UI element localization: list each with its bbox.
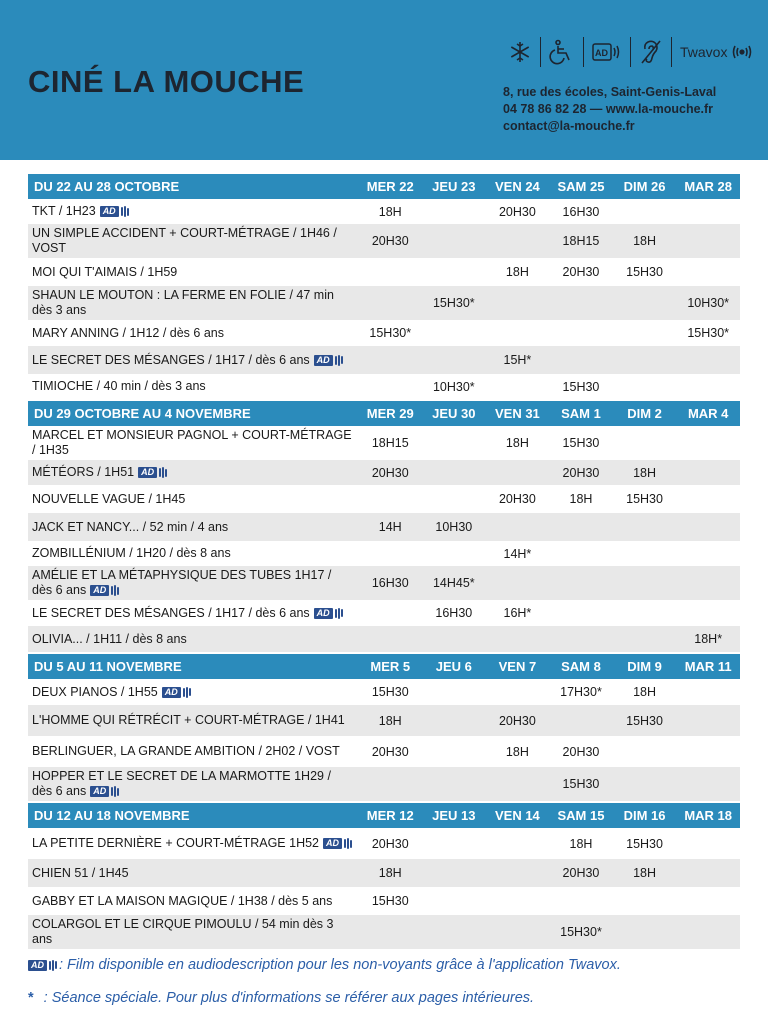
showtime-cell: 18H* — [676, 626, 740, 652]
audio-description-icon: AD — [100, 206, 129, 217]
showtime-cell: 20H30 — [549, 460, 613, 485]
showtime-cell: 18H15 — [371, 436, 409, 450]
film-title-cell — [28, 828, 358, 859]
film-title: BERLINGUER, LA GRANDE AMBITION / 2H02 / VOST — [32, 744, 340, 758]
day-header: DIM 16 — [613, 803, 677, 828]
showtime-cell — [676, 767, 740, 801]
header-banner — [0, 0, 768, 160]
film-row — [28, 626, 740, 652]
film-title-cell — [28, 736, 358, 767]
audio-description-icon: AD — [90, 786, 119, 797]
film-title: MARY ANNING / 1H12 / dès 6 ans — [32, 325, 224, 340]
cinema-address — [503, 84, 716, 135]
showtime-cell — [422, 426, 486, 460]
film-title-cell — [28, 679, 358, 705]
showtime-cell — [422, 887, 486, 915]
film-title: L'HOMME QUI RÉTRÉCIT + COURT-MÉTRAGE / 1H41 — [32, 713, 345, 727]
showtime-cell — [613, 600, 677, 626]
showtime-cell — [613, 566, 677, 600]
film-title: MARCEL ET MONSIEUR PAGNOL + COURT-MÉTRAGE / 1H35 — [32, 428, 352, 457]
week-title: DU 29 OCTOBRE AU 4 NOVEMBRE — [28, 401, 358, 426]
audio-description-icon — [584, 37, 631, 67]
day-header: JEU 6 — [422, 654, 486, 679]
showtime-cell — [613, 513, 677, 541]
legend-star-text: : Séance spéciale. Pour plus d'informations se référer aux pages intérieures. — [43, 990, 535, 1006]
day-header: JEU 13 — [422, 803, 486, 828]
showtime-cell: 16H30 — [435, 606, 473, 620]
day-header: MER 22 — [358, 174, 422, 199]
phone-website-line: 04 78 86 82 28 — www.la-mouche.fr — [503, 102, 714, 116]
showtime-cell — [358, 915, 422, 949]
showtime-cell: 14H — [358, 513, 422, 541]
showtime-cell: 15H30 — [562, 436, 600, 450]
showtime-cell: 20H30 — [486, 705, 550, 736]
svg-text:AD: AD — [595, 48, 608, 58]
showtime-cell: 20H30 — [562, 265, 600, 279]
showtime-cell — [486, 859, 550, 887]
day-header: MAR 28 — [676, 174, 740, 199]
film-row — [28, 705, 740, 736]
showtime-cell — [676, 566, 740, 600]
film-row — [28, 199, 740, 224]
showtime-cell: 20H30 — [358, 224, 422, 258]
showtime-cell: 10H30 — [422, 513, 486, 541]
showtime-cell — [676, 513, 740, 541]
film-row — [28, 887, 740, 915]
showtime-cell — [676, 887, 740, 915]
showtime-cell — [549, 346, 613, 374]
showtime-cell: 18H — [633, 685, 657, 699]
day-header: SAM 25 — [549, 174, 613, 199]
schedule-table — [28, 174, 740, 949]
day-header: MAR 18 — [676, 803, 740, 828]
film-row — [28, 541, 740, 566]
day-header: JEU 23 — [422, 174, 486, 199]
film-row — [28, 426, 740, 460]
film-row — [28, 374, 740, 399]
showtime-cell — [422, 346, 486, 374]
address-line: 8, rue des écoles, Saint-Genis-Laval — [503, 85, 717, 99]
showtime-cell — [549, 566, 613, 600]
showtime-cell — [486, 915, 550, 949]
showtime-cell — [676, 258, 740, 286]
showtime-cell: 14H45* — [422, 566, 486, 600]
showtime-cell — [613, 346, 677, 374]
showtime-cell: 18H — [358, 859, 422, 887]
week-title: DU 22 AU 28 OCTOBRE — [28, 174, 358, 199]
audio-description-icon: AD — [138, 467, 167, 478]
showtime-cell — [613, 626, 677, 652]
day-header: JEU 30 — [422, 401, 486, 426]
legend-ad-text: : Film disponible en audiodescription pour les non-voyants grâce à l'application Twavox. — [59, 957, 621, 973]
showtime-cell: 10H30* — [676, 286, 740, 320]
film-title: JACK ET NANCY... / 52 min / 4 ans — [32, 519, 229, 534]
day-header: MER 29 — [358, 401, 422, 426]
film-title-cell — [28, 320, 358, 346]
day-header: VEN 31 — [486, 401, 550, 426]
showtime-cell — [358, 541, 422, 566]
audio-description-icon: AD — [90, 585, 119, 596]
film-row — [28, 915, 740, 949]
day-header: DIM 2 — [613, 401, 677, 426]
showtime-cell — [486, 566, 550, 600]
showtime-cell — [358, 626, 422, 652]
film-title-cell — [28, 541, 358, 566]
day-header: MAR 11 — [676, 654, 740, 679]
showtime-cell: 18H — [613, 859, 677, 887]
snowflake-icon — [500, 37, 541, 67]
day-header: MER 12 — [358, 803, 422, 828]
day-header: DIM 9 — [613, 654, 677, 679]
film-title-cell — [28, 566, 358, 600]
showtime-cell — [358, 767, 422, 801]
film-title: TIMIOCHE / 40 min / dès 3 ans — [32, 379, 206, 393]
showtime-cell — [358, 346, 422, 374]
showtime-cell — [422, 199, 486, 224]
film-title: NOUVELLE VAGUE / 1H45 — [32, 491, 186, 506]
showtime-cell: 15H30 — [626, 492, 663, 506]
showtime-cell: 18H — [505, 744, 529, 759]
film-row — [28, 513, 740, 541]
showtime-cell: 15H30 — [371, 685, 409, 699]
film-title-cell — [28, 286, 358, 320]
showtime-cell — [676, 374, 740, 399]
audio-description-icon: AD — [314, 608, 343, 619]
day-header: VEN 14 — [486, 803, 550, 828]
showtime-cell — [549, 513, 613, 541]
legend-special — [28, 990, 534, 1006]
film-title: DEUX PIANOS / 1H55 — [32, 684, 158, 699]
showtime-cell — [486, 460, 550, 485]
film-title: COLARGOL ET LE CIRQUE PIMOULU / 54 min dès 3 ans — [32, 917, 334, 946]
showtime-cell — [486, 224, 550, 258]
film-title-cell — [28, 626, 358, 652]
showtime-cell: 15H30 — [371, 894, 409, 908]
film-title: SHAUN LE MOUTON : LA FERME EN FOLIE / 47 min dès 3 ans — [32, 288, 334, 317]
audio-description-icon: AD — [314, 355, 343, 366]
film-title: LE SECRET DES MÉSANGES / 1H17 / dès 6 ans — [32, 352, 310, 367]
showtime-cell — [422, 736, 486, 767]
film-row — [28, 679, 740, 705]
showtime-cell — [613, 915, 677, 949]
showtime-cell: 18H — [569, 492, 593, 506]
page-title: CINÉ LA MOUCHE — [28, 64, 305, 99]
showtime-cell: 20H30 — [371, 836, 409, 851]
film-title: LA PETITE DERNIÈRE + COURT-MÉTRAGE 1H52 — [32, 836, 319, 850]
showtime-cell — [676, 541, 740, 566]
showtime-cell: 20H30 — [498, 204, 536, 219]
showtime-cell: 15H30* — [369, 326, 412, 340]
showtime-cell: 17H30* — [560, 685, 602, 699]
showtime-cell: 15H30 — [613, 705, 677, 736]
day-header: MER 5 — [358, 654, 422, 679]
week-title: DU 5 AU 11 NOVEMBRE — [28, 654, 358, 679]
film-title: LE SECRET DES MÉSANGES / 1H17 / dès 6 ans — [32, 605, 310, 620]
showtime-cell — [358, 286, 422, 320]
wheelchair-icon — [541, 37, 584, 67]
film-title-cell — [28, 374, 358, 399]
week-header — [28, 803, 740, 828]
film-title-cell — [28, 258, 358, 286]
week-header — [28, 174, 740, 199]
film-title-cell — [28, 887, 358, 915]
showtime-cell — [549, 705, 613, 736]
film-row — [28, 485, 740, 513]
showtime-cell — [549, 600, 613, 626]
film-title: MÉTÉORS / 1H51 — [32, 465, 135, 479]
showtime-cell: 18H15 — [549, 224, 613, 258]
film-title-cell — [28, 460, 358, 485]
week-header — [28, 654, 740, 679]
showtime-cell — [676, 679, 740, 705]
showtime-cell — [676, 859, 740, 887]
showtime-cell — [486, 513, 550, 541]
showtime-cell — [613, 541, 677, 566]
film-title-cell — [28, 705, 358, 736]
film-title: OLIVIA... / 1H11 / dès 8 ans — [32, 631, 187, 646]
day-header: VEN 7 — [486, 654, 550, 679]
day-header: SAM 15 — [549, 803, 613, 828]
showtime-cell: 18H — [613, 460, 677, 485]
asterisk-icon: * — [28, 990, 34, 1006]
film-title-cell — [28, 513, 358, 541]
showtime-cell: 16H30 — [562, 204, 600, 219]
film-row — [28, 320, 740, 346]
showtime-cell — [613, 286, 677, 320]
showtime-cell: 15H30 — [562, 379, 600, 394]
showtime-cell — [422, 485, 486, 513]
legend-audiodescription — [28, 957, 621, 973]
showtime-cell — [676, 224, 740, 258]
showtime-cell — [676, 736, 740, 767]
film-title: ZOMBILLÉNIUM / 1H20 / dès 8 ans — [32, 546, 231, 560]
film-title-cell — [28, 199, 358, 224]
email-line: contact@la-mouche.fr — [503, 119, 635, 133]
showtime-cell — [613, 374, 677, 399]
showtime-cell: 15H* — [486, 346, 550, 374]
showtime-cell — [676, 915, 740, 949]
film-row — [28, 566, 740, 600]
showtime-cell — [358, 374, 422, 399]
film-title: TKT / 1H23 — [32, 204, 96, 218]
showtime-cell — [676, 705, 740, 736]
film-title: UN SIMPLE ACCIDENT + COURT-MÉTRAGE / 1H46 / VOST — [32, 226, 337, 255]
day-header: SAM 8 — [549, 654, 613, 679]
showtime-cell — [486, 767, 550, 801]
film-title-cell — [28, 600, 358, 626]
showtime-cell: 16H30 — [358, 566, 422, 600]
twavox-icon — [672, 37, 761, 67]
showtime-cell — [676, 460, 740, 485]
showtime-cell — [613, 887, 677, 915]
hearing-impaired-icon — [631, 37, 672, 67]
showtime-cell — [549, 626, 613, 652]
audio-description-icon: AD — [28, 960, 57, 971]
audio-description-icon: AD — [162, 687, 191, 698]
film-row — [28, 736, 740, 767]
showtime-cell — [676, 485, 740, 513]
film-row — [28, 600, 740, 626]
film-row — [28, 767, 740, 801]
film-title: MOI QUI T'AIMAIS / 1H59 — [32, 264, 178, 279]
showtime-cell — [486, 286, 550, 320]
showtime-cell: 20H30 — [498, 492, 536, 506]
showtime-cell: 18H — [613, 224, 677, 258]
showtime-cell — [422, 258, 486, 286]
showtime-cell — [676, 426, 740, 460]
twavox-label: Twavox — [680, 44, 728, 60]
showtime-cell — [422, 915, 486, 949]
day-header: SAM 1 — [549, 401, 613, 426]
showtime-cell: 18H — [505, 265, 529, 279]
showtime-cell: 20H30 — [549, 859, 613, 887]
showtime-cell — [549, 286, 613, 320]
showtime-cell: 15H30* — [422, 286, 486, 320]
film-row — [28, 828, 740, 859]
showtime-cell — [358, 485, 422, 513]
showtime-cell — [422, 828, 486, 859]
showtime-cell — [358, 600, 422, 626]
showtime-cell: 15H30* — [549, 915, 613, 949]
film-row — [28, 859, 740, 887]
showtime-cell: 18H — [378, 204, 402, 219]
showtime-cell — [676, 600, 740, 626]
film-title-cell — [28, 346, 358, 374]
film-title: AMÉLIE ET LA MÉTAPHYSIQUE DES TUBES 1H17 / dès 6 ans — [32, 568, 332, 597]
showtime-cell: 15H30 — [626, 265, 663, 279]
showtime-cell: 20H30 — [358, 460, 422, 485]
showtime-cell — [486, 626, 550, 652]
showtime-cell — [358, 258, 422, 286]
week-header — [28, 401, 740, 426]
showtime-cell — [486, 679, 550, 705]
film-row — [28, 460, 740, 485]
showtime-cell — [613, 767, 677, 801]
showtime-cell — [549, 887, 613, 915]
showtime-cell — [422, 679, 486, 705]
film-row — [28, 224, 740, 258]
showtime-cell — [422, 320, 486, 346]
showtime-cell — [486, 887, 550, 915]
showtime-cell: 15H30* — [687, 326, 730, 340]
week-title: DU 12 AU 18 NOVEMBRE — [28, 803, 358, 828]
showtime-cell: 15H30 — [549, 767, 613, 801]
showtime-cell — [486, 320, 550, 346]
film-title: HOPPER ET LE SECRET DE LA MARMOTTE 1H29 / dès 6 ans — [32, 769, 331, 798]
film-title-cell — [28, 224, 358, 258]
accessibility-icons — [500, 36, 761, 68]
film-row — [28, 346, 740, 374]
day-header: VEN 24 — [486, 174, 550, 199]
showtime-cell — [613, 199, 677, 224]
showtime-cell: 18H — [358, 705, 422, 736]
film-title-cell — [28, 767, 358, 801]
film-row — [28, 258, 740, 286]
showtime-cell — [486, 374, 550, 399]
showtime-cell: 20H30 — [562, 744, 600, 759]
showtime-cell — [613, 736, 677, 767]
showtime-cell — [486, 828, 550, 859]
showtime-cell — [549, 541, 613, 566]
day-header: MAR 4 — [676, 401, 740, 426]
showtime-cell — [613, 320, 677, 346]
showtime-cell — [676, 828, 740, 859]
film-title: CHIEN 51 / 1H45 — [32, 865, 129, 880]
showtime-cell: 10H30* — [432, 379, 475, 394]
showtime-cell — [422, 767, 486, 801]
showtime-cell — [613, 426, 677, 460]
film-title-cell — [28, 426, 358, 460]
showtime-cell — [422, 460, 486, 485]
showtime-cell: 18H — [505, 436, 529, 450]
film-title-cell — [28, 915, 358, 949]
showtime-cell — [422, 626, 486, 652]
film-title-cell — [28, 859, 358, 887]
showtime-cell — [676, 346, 740, 374]
showtime-cell — [676, 199, 740, 224]
showtime-cell: 16H* — [503, 606, 532, 620]
showtime-cell: 15H30 — [626, 836, 663, 851]
audio-description-icon: AD — [323, 838, 352, 849]
showtime-cell — [422, 541, 486, 566]
showtime-cell — [422, 705, 486, 736]
day-header: DIM 26 — [613, 174, 677, 199]
showtime-cell — [422, 224, 486, 258]
film-row — [28, 286, 740, 320]
showtime-cell: 18H — [569, 836, 593, 851]
film-title: GABBY ET LA MAISON MAGIQUE / 1H38 / dès 5 ans — [32, 893, 333, 908]
showtime-cell: 14H* — [503, 546, 532, 561]
showtime-cell: 20H30 — [371, 744, 409, 759]
showtime-cell — [549, 320, 613, 346]
showtime-cell — [422, 859, 486, 887]
film-title-cell — [28, 485, 358, 513]
